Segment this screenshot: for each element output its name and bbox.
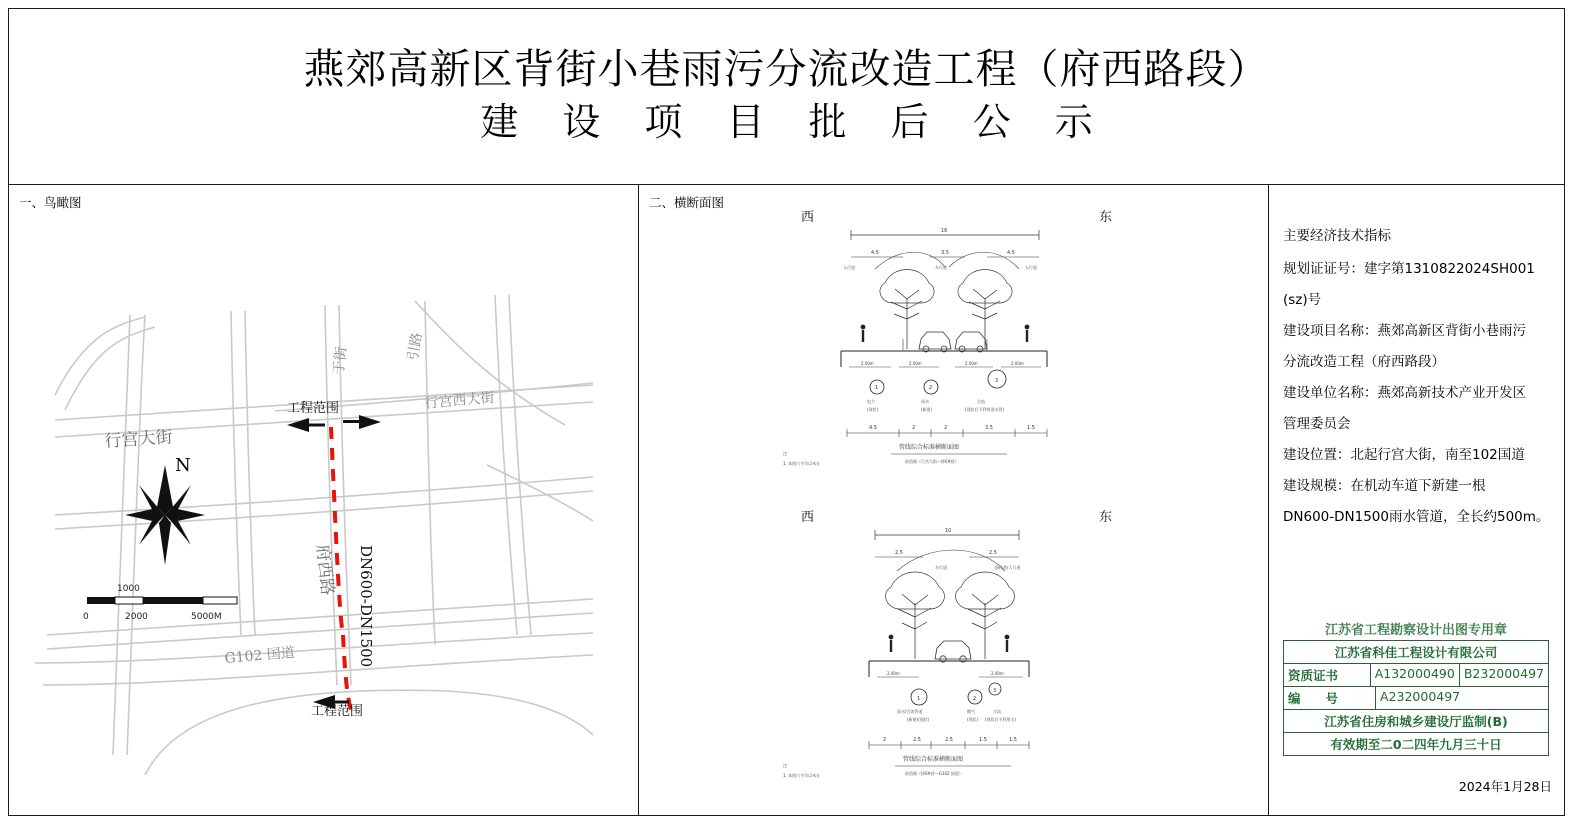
road-label-yinlu: 引路 <box>405 331 426 362</box>
section2-orient-east: 东 <box>1099 510 1113 525</box>
info-heading: 主要经济技术指标 <box>1283 228 1391 244</box>
info-item-2: 建设项目名称：燕郊高新区背街小巷雨污 <box>1283 323 1526 339</box>
section1-pipe-tag-0: 1 <box>875 385 879 391</box>
section1-width-1: 3.5 <box>941 250 949 256</box>
title-block <box>9 9 1564 185</box>
panel-aerial-label: 一、鸟瞰图 <box>19 195 82 210</box>
section2-pipe-sub-0: (新建)(现状) <box>907 717 930 722</box>
section1-side-2: 人行道 <box>1025 265 1037 270</box>
section1-pipe-label-0: 电力 <box>867 399 875 404</box>
section2-caption-1: 管线综合标准横断面图 <box>903 756 964 763</box>
footer-date: 2024年1月28日 <box>1458 779 1552 794</box>
seal-cert-label: 资质证书 <box>1284 664 1371 686</box>
seal-overlay-text: 江苏省工程勘察设计出图专用章 <box>1324 623 1507 638</box>
section2-bdim-2: 2.5 <box>945 737 953 743</box>
section2-pipe-label-2: 合流 <box>993 709 1001 714</box>
seal-code-label: 编 号 <box>1284 687 1376 709</box>
section1-bdim-4: 1.5 <box>1027 425 1035 431</box>
panel-aerial-view <box>9 185 639 815</box>
section2-caption-2: 府西路（桥6#桥—G102 国道） <box>905 771 963 776</box>
page-title-line2: 建 设 项 目 批 后 公 示 <box>480 99 1109 144</box>
info-item-5: 管理委员会 <box>1283 416 1351 432</box>
panel-info <box>1269 185 1564 815</box>
section2-orient-west: 西 <box>801 510 815 525</box>
section2-bdim-3: 1.5 <box>979 737 987 743</box>
section1-pipe-label-2: 合流 <box>977 399 985 404</box>
road-label-xinggong-west-street: 行宫西大街 <box>423 389 496 412</box>
section1-width-0: 4.5 <box>871 250 879 256</box>
section2-pipe-sub-2: (现状后予利用水) <box>985 717 1017 722</box>
section2-width-1: 2.5 <box>989 550 997 556</box>
seal-valid-until: 有效期至二0二四年九月三十日 <box>1330 737 1502 752</box>
road-label-yujie: 于街 <box>331 345 350 376</box>
drawing-sheet <box>8 8 1565 816</box>
scope-label-south: 工程范围 <box>311 704 364 719</box>
scale-tick-1000: 1000 <box>117 584 140 594</box>
cross-section-drawings <box>779 199 1139 799</box>
section1-width-2: 4.5 <box>1007 250 1015 256</box>
section1-note-title: 注： <box>783 451 791 456</box>
info-item-8: DN600-DN1500雨水管道，全长约500m。 <box>1283 509 1550 525</box>
section1-bdim-1: 2 <box>912 425 916 431</box>
road-label-xinggong-street: 行宫大街 <box>103 427 174 452</box>
section2-pipe-tag-1: 2 <box>973 696 977 702</box>
section1-bdim-2: 2 <box>944 425 948 431</box>
info-item-7: 建设规模：在机动车道下新建一根 <box>1283 478 1486 494</box>
info-item-3: 分流改造工程（府西路段） <box>1283 354 1445 370</box>
section2-pipe-tag-2: 3 <box>993 688 997 694</box>
info-item-1: (sz)号 <box>1283 292 1322 308</box>
section1-orient-east: 东 <box>1099 210 1113 225</box>
section1-pipe-sub-2: (现状后予利用雨水管) <box>965 407 1005 412</box>
section1-caption-2: 府西路（行宫大街—桥6#桥） <box>905 459 959 464</box>
road-label-fuxi-road: 府西路 <box>312 543 338 597</box>
section1-dim-0: 2.00m <box>861 361 874 366</box>
panel-section-label: 二、横断面图 <box>649 195 725 210</box>
section1-note-text: 1. 本图尺寸均以米计 <box>783 461 821 466</box>
section1-side-1: 车行道 <box>935 265 947 270</box>
scale-tick-0: 0 <box>83 612 89 622</box>
scale-tick-5000: 5000M <box>191 612 222 622</box>
section2-pipe-label-0: 雨水/合流管道 <box>897 709 923 714</box>
section2-pipe-sub-1: (现状) <box>967 717 979 722</box>
section1-caption-1: 管线综合标准横断面图 <box>899 444 960 451</box>
scale-tick-2000: 2000 <box>125 612 148 622</box>
info-item-6: 建设位置：北起行宫大街，南至102国道 <box>1283 447 1525 463</box>
section1-bdim-3: 3.5 <box>985 425 993 431</box>
section2-side-0: 车行道 <box>935 565 947 570</box>
section1-dim-2: 2.00m <box>965 361 978 366</box>
section2-dim-1: 2.00m <box>991 671 1004 676</box>
section1-orient-west: 西 <box>801 210 815 225</box>
pipe-spec-label: DN600-DN1500 <box>357 545 375 668</box>
aerial-map <box>25 215 597 775</box>
section2-pipe-tag-0: 1 <box>917 696 921 702</box>
seal-code-value: A232000497 <box>1380 689 1461 704</box>
section1-pipe-sub-0: (现状) <box>867 407 879 412</box>
section1-pipe-tag-1: 2 <box>929 385 933 391</box>
seal-cert-value-1: B232000497 <box>1459 664 1548 686</box>
section1-total-width: 16 <box>941 228 948 234</box>
design-seal <box>1283 623 1549 756</box>
road-label-g102: G102 国道 <box>223 644 296 667</box>
section2-side-1: 绿化带/人行道 <box>995 565 1021 570</box>
seal-cert-value-0: A132000490 <box>1374 666 1455 681</box>
section1-side-0: 人行道 <box>843 265 855 270</box>
page-title-line1: 燕郊高新区背街小巷雨污分流改造工程（府西路段） <box>303 45 1270 94</box>
section2-bdim-0: 2 <box>883 737 887 743</box>
section2-width-0: 2.5 <box>895 550 903 556</box>
panel-cross-sections <box>639 185 1269 815</box>
section2-note-title: 注： <box>783 763 791 768</box>
section1-pipe-tag-2: 3 <box>995 378 999 384</box>
section2-dim-0: 2.00m <box>887 671 900 676</box>
info-item-0: 规划证证号：建字第1310822024SH001 <box>1283 261 1535 277</box>
section2-note-text: 1. 本图尺寸均以米计 <box>783 773 821 778</box>
seal-supervisor: 江苏省住房和城乡建设厅监制(B) <box>1324 714 1508 729</box>
section1-dim-3: 2.00m <box>1011 361 1024 366</box>
section2-bdim-4: 1.5 <box>1009 737 1017 743</box>
scope-label-north: 工程范围 <box>287 401 340 416</box>
section2-bdim-1: 2.5 <box>913 737 921 743</box>
section2-pipe-label-1: 燃气 <box>967 709 975 714</box>
section1-bdim-0: 4.5 <box>869 425 877 431</box>
seal-company: 江苏省科佳工程设计有限公司 <box>1334 645 1498 660</box>
section2-total-width: 10 <box>945 528 952 534</box>
section1-pipe-label-1: 雨水 <box>921 399 929 404</box>
section1-dim-1: 2.00m <box>909 361 922 366</box>
section1-pipe-sub-1: (新建) <box>921 407 933 412</box>
content-area <box>9 185 1564 815</box>
cross-section-1 <box>783 210 1112 466</box>
cross-section-2 <box>783 510 1112 778</box>
info-list <box>1283 221 1554 533</box>
compass-north-label: N <box>175 455 191 476</box>
info-item-4: 建设单位名称：燕郊高新技术产业开发区 <box>1283 385 1526 401</box>
